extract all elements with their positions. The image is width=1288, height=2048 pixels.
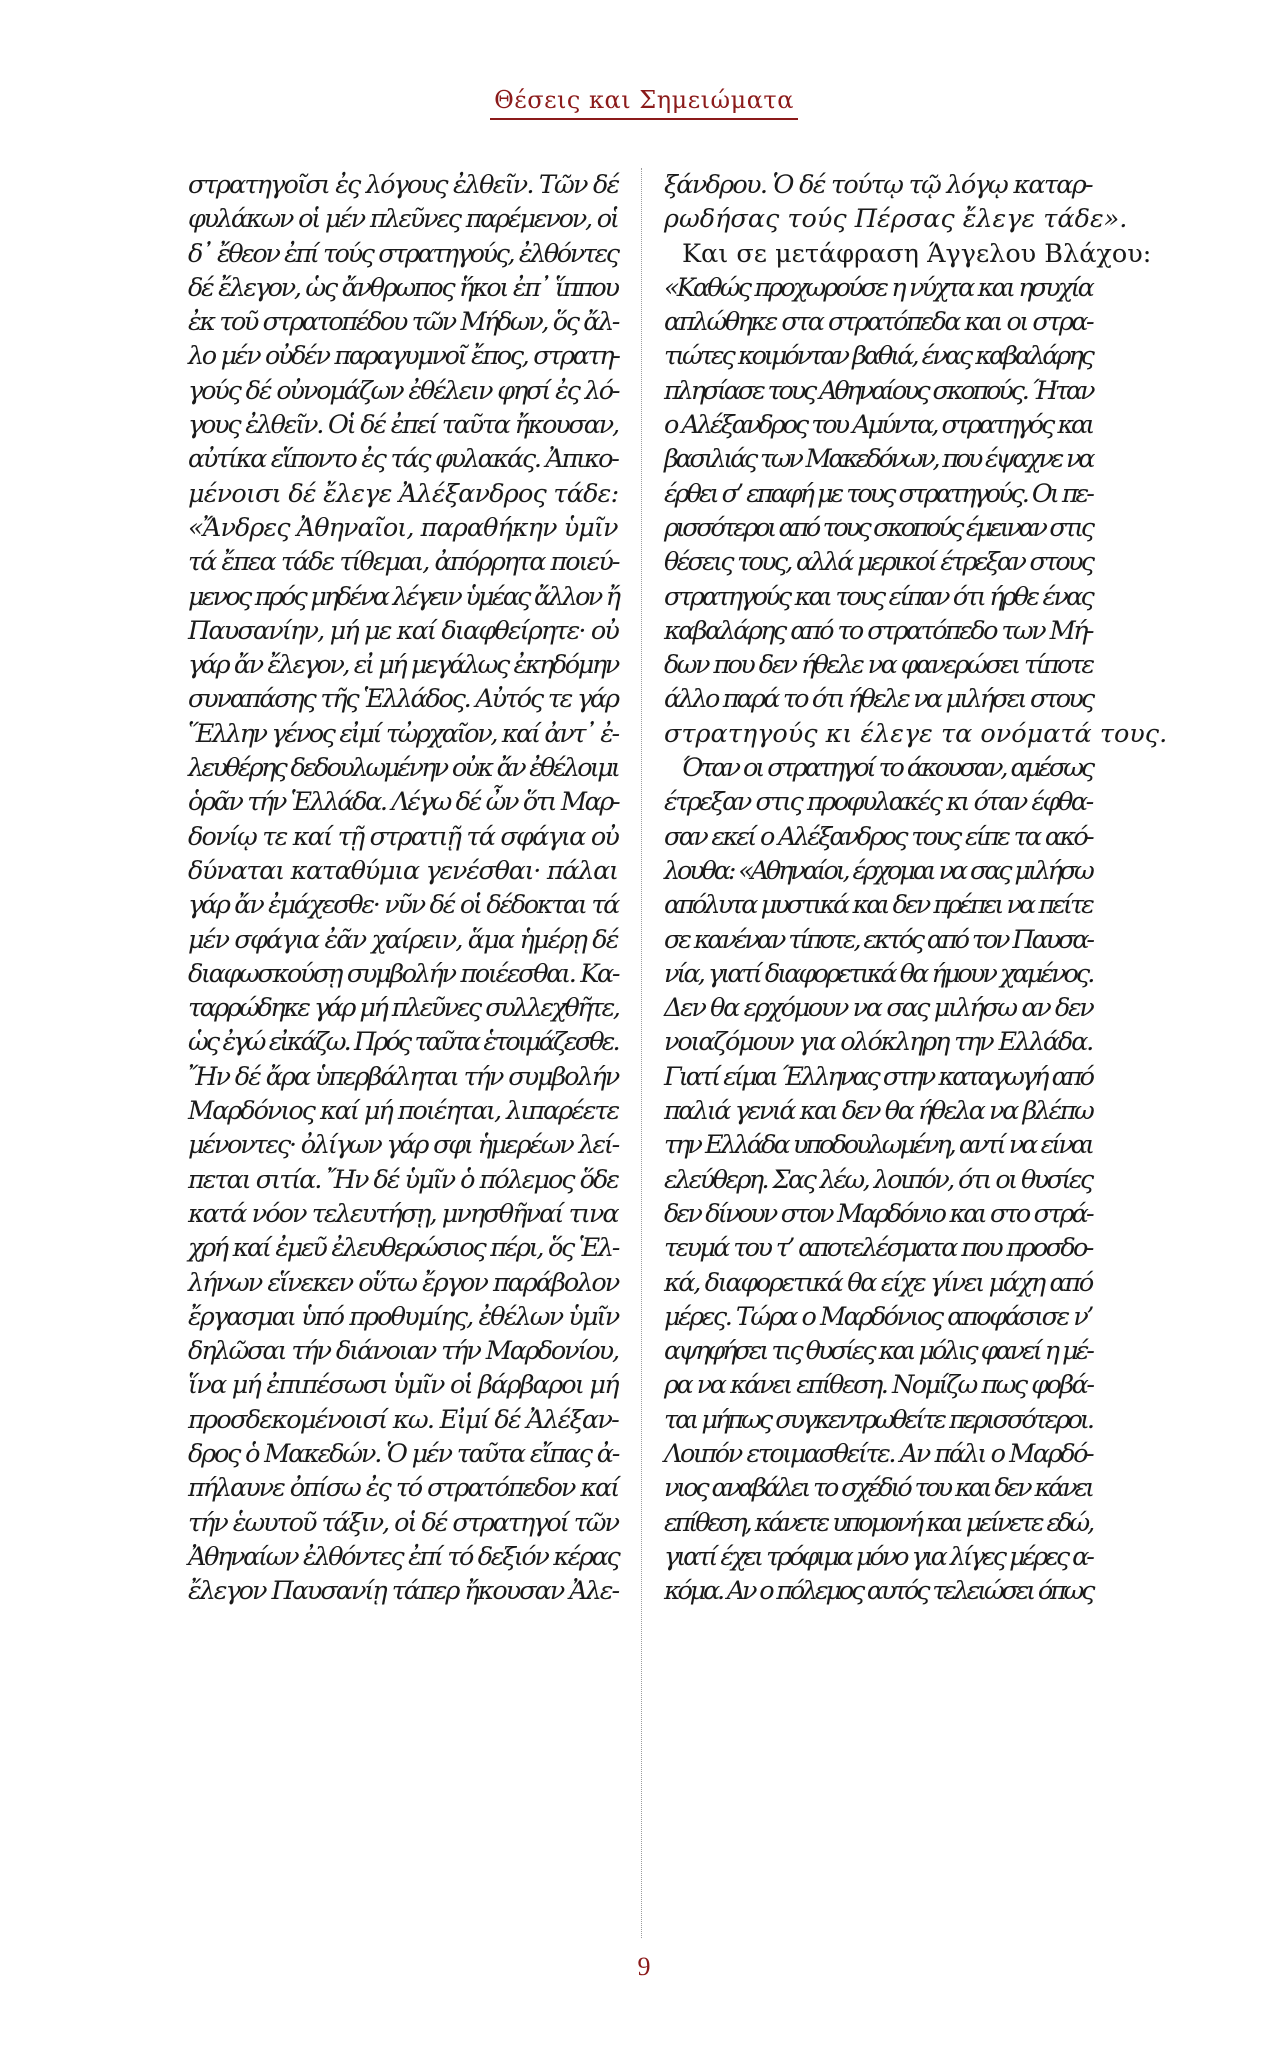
text-line: χρή καί ἐμεῦ ἐλευθερώσιος πέρι, ὅς Ἑλ- [188,1233,619,1264]
text-line: δων που δεν ήθελε να φανερώσει τίποτε [664,650,1093,681]
text-line: ρωδήσας τούς Πέρσας ἔλεγε τάδε». [664,204,1128,235]
text-line: στρατηγούς κι έλεγε τα ονόματά τους. [664,718,1168,749]
text-line: ρα να κάνει επίθεση. Νομίζω πως φοβά- [664,1370,1093,1401]
text-line: βασιλιάς των Μακεδόνων, που έψαχνε να [664,444,1093,475]
left-column-ancient-greek-text [188,168,618,1608]
text-line: γάρ ἄν ἐμάχεσθε· νῦν δέ οἱ δέδοκται τά [188,890,619,921]
text-line: μέρες. Τώρα ο Μαρδόνιος αποφάσισε ν’ [664,1301,1092,1332]
text-line: καβαλάρης από το στρατόπεδο των Μή- [664,615,1092,646]
text-line: τά ἔπεα τάδε τίθεμαι, ἀπόρρητα ποιεύ- [188,547,619,578]
text-line: αψηφήσει τις θυσίες και μόλις φανεί η μέ- [664,1336,1092,1367]
text-line: άλλο παρά το ότι ήθελε να μιλήσει στους [664,684,1093,715]
text-line: γιατί έχει τρόφιμα μόνο για λίγες μέρες α- [664,1541,1092,1572]
text-line: μενος πρός μηδένα λέγειν ὑμέας ἄλλον ἤ [188,581,619,612]
text-line: δύναται καταθύμια γενέσθαι· πάλαι [188,855,618,886]
text-line: σε κανέναν τίποτε, εκτός από τον Παυσα- [664,924,1092,955]
text-line: παλιά γενιά και δεν θα ήθελα να βλέπω [664,1096,1093,1127]
text-line: Παυσανίην, μή με καί διαφθείρητε· οὐ [188,615,619,646]
text-line: απόλυτα μυστικά και δεν πρέπει να πείτε [664,890,1092,921]
text-line: Μαρδόνιος καί μή ποιέηται, λιπαρέετε [188,1096,619,1127]
text-line: ἐκ τοῦ στρατοπέδου τῶν Μήδων, ὅς ἄλ- [188,307,619,338]
text-line: Δεν θα ερχόμουν να σας μιλήσω αν δεν [664,993,1093,1024]
text-line: διαφωσκούσῃ συμβολήν ποιέεσθαι. Κα- [188,958,619,989]
text-line: Ἀθηναίων ἐλθόντες ἐπί τό δεξιόν κέρας [188,1541,619,1572]
text-line: έτρεξαν στις προφυλακές κι όταν έφθα- [664,787,1092,818]
text-line: ελεύθερη. Σας λέω, λοιπόν, ότι οι θυσίες [664,1164,1092,1195]
text-line: τευμά του τ’ αποτελέσματα που προσδο- [664,1233,1092,1264]
text-line: ται μήπως συγκεντρωθείτε περισσότεροι. [664,1404,1092,1435]
text-line: ταρρώδηκε γάρ μή πλεῦνες συλλεχθῆτε, [188,993,619,1024]
text-line: Γιατί είμαι Έλληνας στην καταγωγή από [664,1061,1093,1092]
text-line: φυλάκων οἱ μέν πλεῦνες παρέμενον, οἱ [188,204,618,235]
text-line: δεν δίνουν στον Μαρδόνιο και στο στρά- [664,1198,1092,1229]
text-line: ρισσότεροι από τους σκοπούς έμειναν στις [664,512,1092,543]
text-line: Και σε μετάφραση Άγγελου Βλάχου: [682,238,1152,269]
text-line: «Ἄνδρες Ἀθηναῖοι, παραθήκην ὑμῖν [188,512,618,543]
text-line: προσδεκομένοισί κω. Εἰμί δέ Ἀλέξαν- [188,1404,619,1435]
header-title: Θέσεις και Σημειώματα [490,86,798,120]
text-line: δέ ἔλεγον, ὡς ἄνθρωπος ἥκοι ἐπ᾽ ἵππου [188,272,618,303]
text-line: κά, διαφορετικά θα είχε γίνει μάχη από [664,1267,1092,1298]
text-line: μέν σφάγια ἐᾶν χαίρειν, ἅμα ἡμέρῃ δέ [188,924,618,955]
text-line: ξάνδρου. Ὁ δέ τούτῳ τῷ λόγῳ καταρ- [664,170,1092,200]
text-line: την Ελλάδα υποδουλωμένη, αντί να είναι [664,1130,1093,1161]
text-line: δηλῶσαι τήν διάνοιαν τήν Μαρδονίου, [188,1336,619,1367]
text-line: στρατηγοῖσι ἐς λόγους ἐλθεῖν. Τῶν δέ [188,170,619,200]
text-line: επίθεση, κάνετε υπομονή και μείνετε εδώ, [664,1507,1093,1538]
text-line: απλώθηκε στα στρατόπεδα και οι στρα- [664,307,1093,338]
column-divider [641,168,642,1938]
text-line: γάρ ἄν ἔλεγον, εἰ μή μεγάλως ἐκηδόμην [188,650,618,681]
text-line: Ἕλλην γένος εἰμί τὠρχαῖον, καί ἀντ᾽ ἐ- [188,718,618,749]
text-line: ἔλεγον Παυσανίῃ τάπερ ἤκουσαν Ἀλε- [188,1576,619,1607]
text-line: σαν εκεί ο Αλέξανδρος τους είπε τα ακό- [664,821,1092,852]
text-line: θέσεις τους, αλλά μερικοί έτρεξαν στους [664,547,1093,578]
text-line: νία, γιατί διαφορετικά θα ήμουν χαμένος. [664,958,1093,989]
text-line: λουθα: «Αθηναίοι, έρχομαι να σας μιλήσω [664,855,1092,886]
text-line: κατά νόον τελευτήσῃ, μνησθῆναί τινα [188,1198,618,1229]
text-line: πεται σιτία. Ἤν δέ ὑμῖν ὁ πόλεμος ὅδε [188,1164,618,1195]
text-line: μένοισι δέ ἔλεγε Ἀλέξανδρος τάδε: [188,478,619,509]
text-line: στρατηγούς και τους είπαν ότι ήρθε ένας [664,581,1092,612]
text-line: έρθει σ’ επαφή με τους στρατηγούς. Οι πε- [664,478,1092,509]
text-line: γους ἐλθεῖν. Οἱ δέ ἐπεί ταῦτα ἤκουσαν, [188,410,618,441]
text-line: ἔργασμαι ὑπό προθυμίης, ἐθέλων ὑμῖν [188,1301,619,1332]
text-line: πλησίασε τους Αθηναίους σκοπούς. Ήταν [664,375,1093,406]
page-number: 9 [637,1952,651,1981]
text-line: τιώτες κοιμόνταν βαθιά, ένας καβαλάρης [664,341,1092,372]
text-line: τήν ἑωυτοῦ τάξιν, οἱ δέ στρατηγοί τῶν [188,1507,618,1538]
text-line: Όταν οι στρατηγοί το άκουσαν, αμέσως [682,753,1093,784]
text-line: «Καθώς προχωρούσε η νύχτα και ησυχία [664,272,1092,303]
text-line: ὁρᾶν τήν Ἑλλάδα. Λέγω δέ ὦν ὅτι Μαρ- [188,787,619,818]
text-line: ἵνα μή ἐπιπέσωσι ὑμῖν οἱ βάρβαροι μή [188,1370,618,1401]
text-line: νιος αναβάλει το σχέδιό του και δεν κάνει [664,1473,1092,1504]
text-line: λο μέν οὐδέν παραγυμνοῖ ἔπος, στρατη- [188,341,619,372]
text-line: αὐτίκα εἵποντο ἐς τάς φυλακάς. Ἀπικο- [188,444,618,475]
text-line: λευθέρης δεδουλωμένην οὐκ ἄν ἐθέλοιμι [188,753,619,784]
text-line: ο Αλέξανδρος του Αμύντα, στρατηγός και [664,410,1093,441]
text-line: νοιαζόμουν για ολόκληρη την Ελλάδα. [664,1027,1093,1058]
text-line: ὡς ἐγώ εἰκάζω. Πρός ταῦτα ἑτοιμάζεσθε. [188,1027,618,1058]
text-line: λήνων εἵνεκεν οὕτω ἔργον παράβολον [188,1267,619,1298]
text-line: πήλαυνε ὀπίσω ἐς τό στρατόπεδον καί [188,1473,619,1504]
text-line: δ᾽ ἔθεον ἐπί τούς στρατηγούς, ἐλθόντες [188,238,618,269]
right-column-modern-greek-translation [664,168,1168,1608]
text-line: Λοιπόν ετοιμασθείτε. Αν πάλι ο Μαρδό- [664,1438,1093,1469]
text-line: δονίῳ τε καί τῇ στρατιῇ τά σφάγια οὐ [188,821,619,852]
text-line: συναπάσης τῆς Ἑλλάδος. Αὐτός τε γάρ [188,684,618,715]
running-header [0,86,1288,120]
text-line: δρος ὁ Μακεδών. Ὁ μέν ταῦτα εἴπας ἀ- [188,1438,619,1469]
text-line: γούς δέ οὐνομάζων ἐθέλειν φησί ἐς λό- [188,375,619,406]
text-line: Ἤν δέ ἄρα ὑπερβάληται τήν συμβολήν [188,1061,619,1092]
text-line: κόμα. Αν ο πόλεμος αυτός τελειώσει όπως [664,1576,1093,1607]
text-line: μένοντες· ὀλίγων γάρ σφι ἡμερέων λεί- [188,1130,619,1161]
